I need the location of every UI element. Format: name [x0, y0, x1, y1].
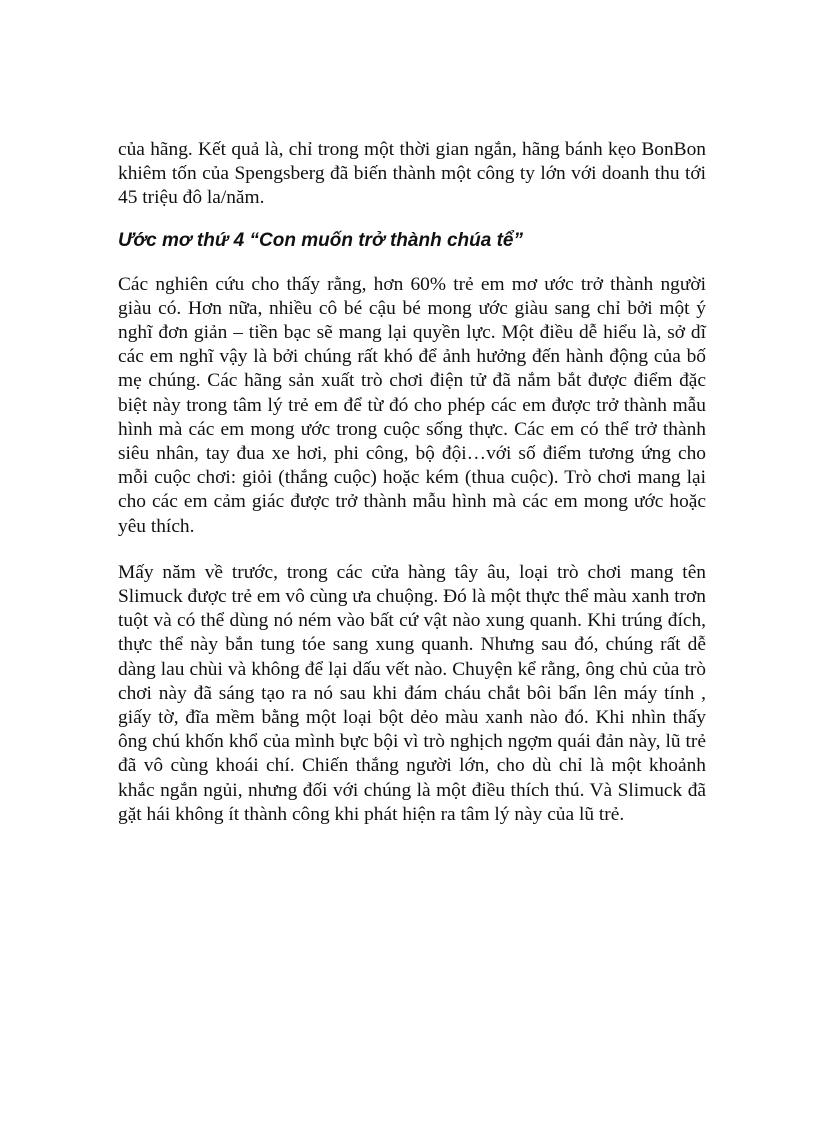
section-heading: Ước mơ thứ 4 “Con muốn trở thành chúa tể”: [118, 229, 523, 251]
paragraph-research: Các nghiên cứu cho thấy rằng, hơn 60% trẻ em mơ ước trở thành người giàu có. Hơn nữa, nhiều cô bé cậu bé mong ước giàu sang chỉ bởi một ý nghĩ đơn giản – tiền bạc sẽ mang lại quyền lực. Một điều dễ hiểu là, sở dĩ các em nghĩ vậy là bởi chúng rất khó để ảnh hưởng đến hành động của bố mẹ chúng. Các hãng sản xuất trò chơi điện tử đã nắm bắt được điểm đặc biệt này trong tâm lý trẻ em để từ đó cho phép các em được trở thành mẫu hình mà các em mong ước trong cuộc sống thực. Các em có thể trở thành siêu nhân, tay đua xe hơi, phi công, bộ đội…với số điểm tương ứng cho mỗi cuộc chơi: giỏi (thắng cuộc) hoặc kém (thua cuộc). Trò chơi mang lại cho các em cảm giác được trở thành mẫu hình mà các em mong ước hoặc yêu thích.: [118, 273, 706, 537]
paragraph-intro: của hãng. Kết quả là, chỉ trong một thời gian ngắn, hãng bánh kẹo BonBon khiêm tốn của Spengsberg đã biến thành một công ty lớn với doanh thu tới 45 triệu đô la/năm.: [118, 139, 706, 209]
paragraph-slimuck: Mấy năm về trước, trong các cửa hàng tây âu, loại trò chơi mang tên Slimuck được trẻ em vô cùng ưa chuộng. Đó là một thực thể màu xanh trơn tuột và có thể dùng nó ném vào bất cứ vật nào xung quanh. Khi trúng đích, thực thể này bắn tung tóe sang xung quanh. Nhưng sau đó, chúng rất dễ dàng lau chùi và không để lại dấu vết nào. Chuyện kể rằng, ông chủ của trò chơi này đã sáng tạo ra nó sau khi đám cháu chắt bôi bẩn lên máy tính , giấy tờ, đĩa mềm bằng một loại bột dẻo màu xanh nào đó. Khi nhìn thấy ông chú khốn khổ của mình bực bội vì trò nghịch ngợm quái đản này, lũ trẻ đã vô cùng khoái chí. Chiến thắng người lớn, cho dù chỉ là một khoảnh khắc ngắn ngủi, nhưng đối với chúng là một điều thích thú. Và Slimuck đã gặt hái không ít thành công khi phát hiện ra tâm lý này của lũ trẻ.: [118, 561, 706, 825]
document-page: [118, 138, 706, 827]
